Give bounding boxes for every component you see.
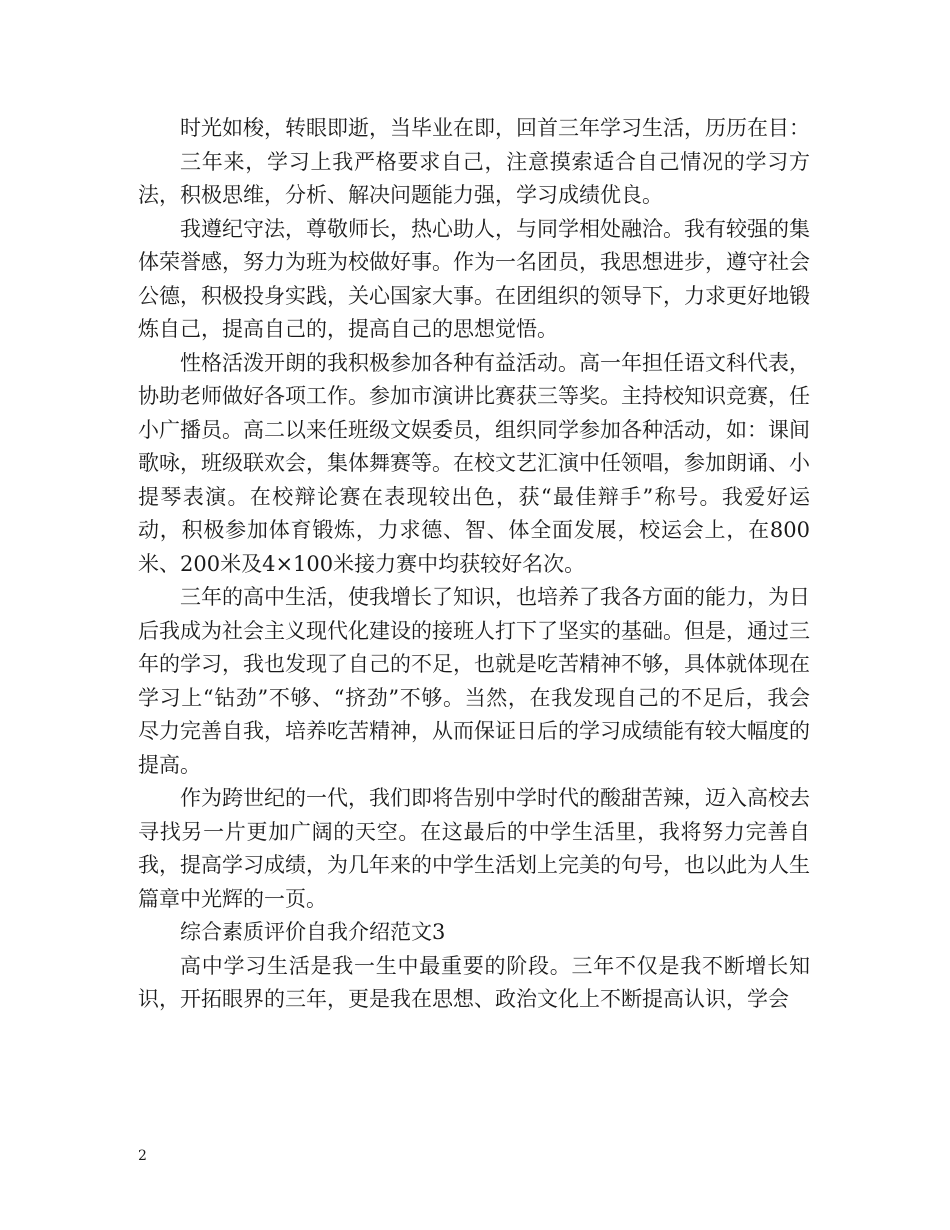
section-heading: 综合素质评价自我介绍范文3 bbox=[180, 920, 446, 944]
paragraph-activities: 性格活泼开朗的我积极参加各种有益活动。高一年担任语文科代表，协助老师做好各项工作。参加市演讲比赛获三等奖。主持校知识竞赛，任小广播员。高二以来任班级文娱委员，组织同学参加各种活动，如：课间歌咏，班级联欢会，集体舞赛等。在校文艺汇演中任领唱，参加朗诵、小提琴表演。在校辩论赛在表现较出色，获“最佳辩手”称号。我爱好运动，积极参加体育锻炼，力求德、智、体全面发展，校运会上，在800米、200米及4×100米接力赛中均获较好名次。 bbox=[138, 350, 810, 576]
paragraph-future: 作为跨世纪的一代，我们即将告别中学时代的酸甜苦辣，迈入高校去寻找另一片更加广阔的天空。在这最后的中学生活里，我将努力完善自我，提高学习成绩，为几年来的中学生活划上完美的句号，也以此为人生篇章中光辉的一页。 bbox=[138, 786, 810, 911]
paragraph-opening: 时光如梭，转眼即逝，当毕业在即，回首三年学习生活，历历在目： bbox=[180, 116, 810, 140]
paragraph-sample-3: 高中学习生活是我一生中最重要的阶段。三年不仅是我不断增长知识，开拓眼界的三年，更是我在思想、政治文化上不断提高认识，学会 bbox=[138, 953, 810, 1011]
page-number: 2 bbox=[138, 1148, 147, 1164]
paragraph-study: 三年来，学习上我严格要求自己，注意摸索适合自己情况的学习方法，积极思维，分析、解决问题能力强，学习成绩优良。 bbox=[138, 149, 810, 207]
document-body bbox=[138, 112, 810, 1017]
paragraph-reflection: 三年的高中生活，使我增长了知识，也培养了我各方面的能力，为日后我成为社会主义现代化建设的接班人打下了坚实的基础。但是，通过三年的学习，我也发现了自己的不足，也就是吃苦精神不够，具体就体现在学习上“钻劲”不够、“挤劲”不够。当然，在我发现自己的不足后，我会尽力完善自我，培养吃苦精神，从而保证日后的学习成绩能有较大幅度的提高。 bbox=[138, 585, 810, 777]
paragraph-conduct: 我遵纪守法，尊敬师长，热心助人，与同学相处融洽。我有较强的集体荣誉感，努力为班为校做好事。作为一名团员，我思想进步，遵守社会公德，积极投身实践，关心国家大事。在团组织的领导下，力求更好地锻炼自己，提高自己的，提高自己的思想觉悟。 bbox=[138, 216, 810, 341]
